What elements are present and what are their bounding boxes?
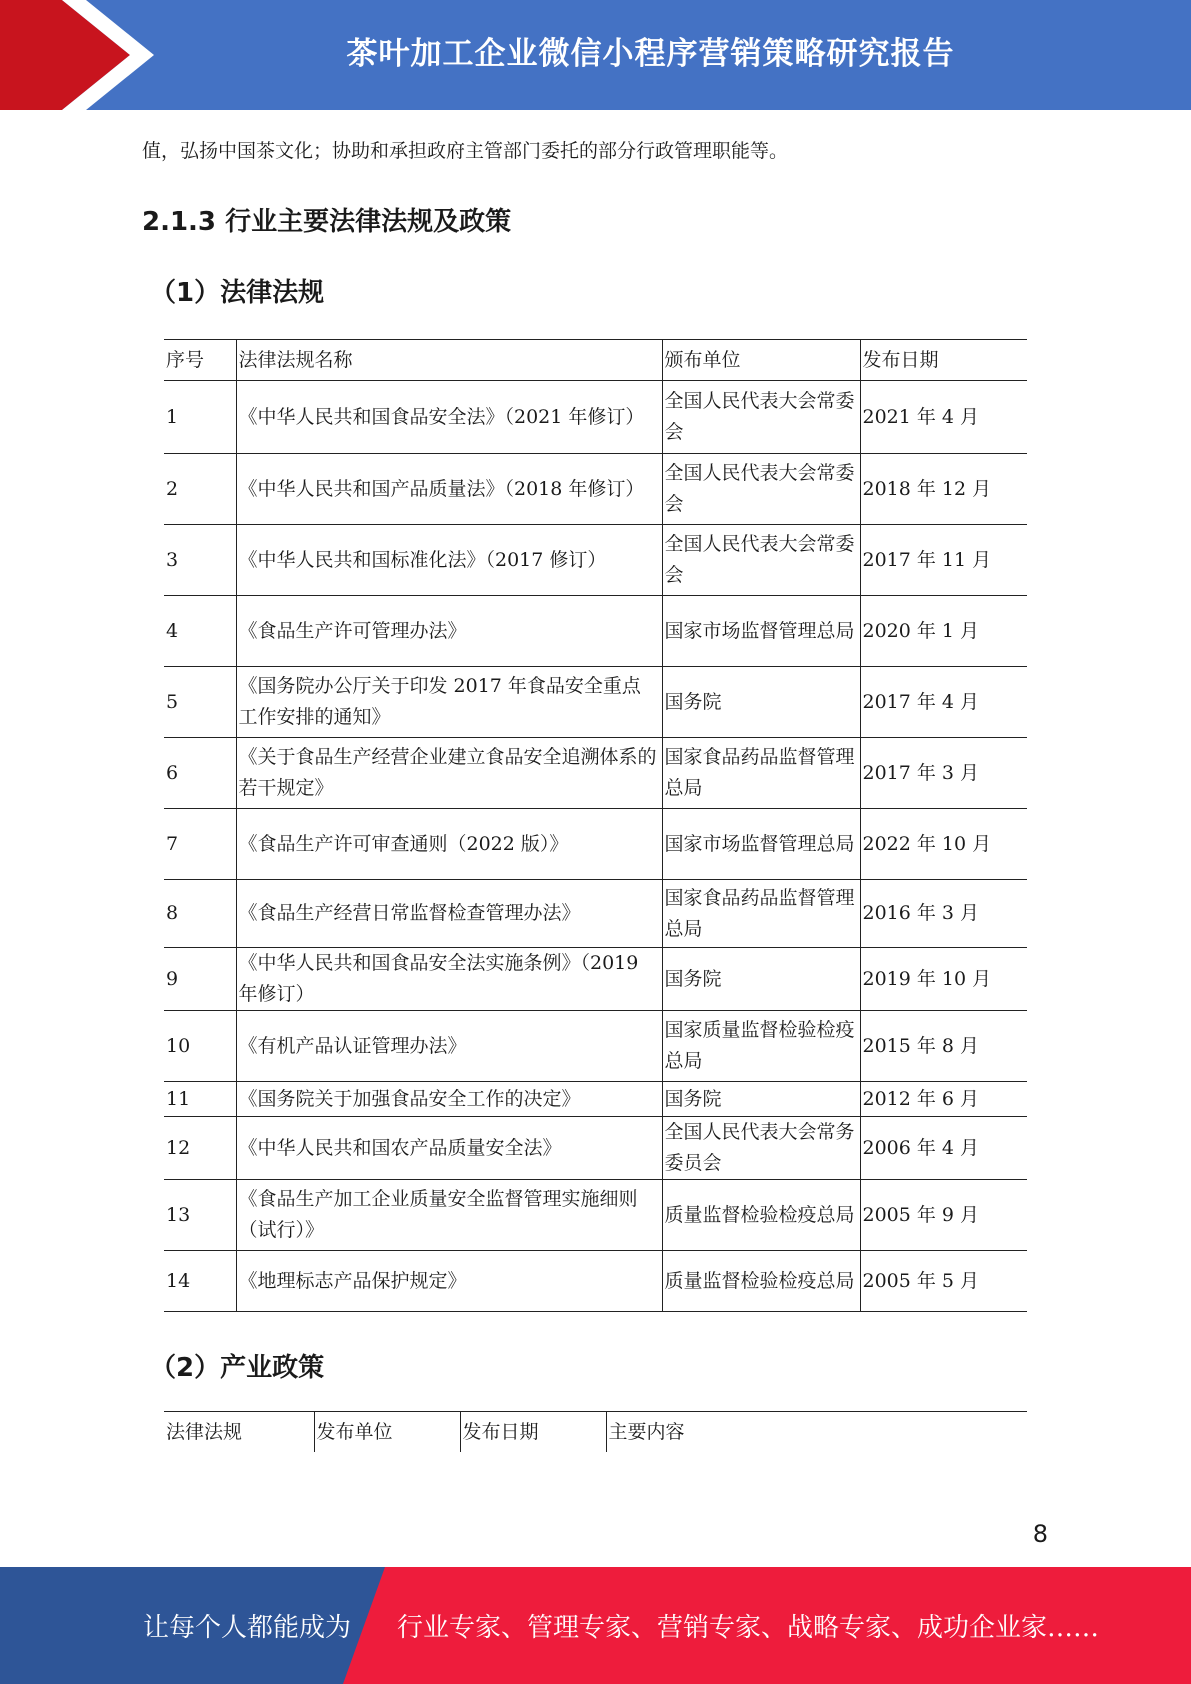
row-no: 14 [164,1251,236,1312]
row-unit: 国家食品药品监督管理总局 [662,738,860,809]
row-unit: 国务院 [662,1082,860,1117]
table-row [164,1251,1027,1312]
col-header-name: 法律法规名称 [236,340,662,381]
row-date: 2015 年 8 月 [860,1011,1027,1082]
col-header-date: 发布日期 [860,340,1027,381]
row-no: 5 [164,667,236,738]
row-no: 8 [164,880,236,948]
policy-heading: （2）产业政策 [150,1353,325,1383]
table-row [164,454,1027,525]
row-no: 12 [164,1117,236,1180]
row-name: 《食品生产加工企业质量安全监督管理实施细则（试行）》 [236,1180,662,1251]
table-row [164,880,1027,948]
row-name: 《中华人民共和国农产品质量安全法》 [236,1117,662,1180]
footer-slogan-right: 行业专家、管理专家、营销专家、战略专家、成功企业家…… [397,1613,1100,1643]
row-date: 2017 年 3 月 [860,738,1027,809]
row-unit: 国家市场监督管理总局 [662,596,860,667]
row-unit: 国家质量监督检验检疫总局 [662,1011,860,1082]
table-row [164,809,1027,880]
row-name: 《地理标志产品保护规定》 [236,1251,662,1312]
row-unit: 国务院 [662,667,860,738]
row-no: 4 [164,596,236,667]
table-row [164,596,1027,667]
laws-table [164,339,1027,1312]
table-row [164,1117,1027,1180]
col-header-unit: 颁布单位 [662,340,860,381]
table-row [164,738,1027,809]
row-unit: 质量监督检验检疫总局 [662,1180,860,1251]
row-name: 《食品生产许可审查通则（2022 版）》 [236,809,662,880]
row-date: 2012 年 6 月 [860,1082,1027,1117]
row-name: 《中华人民共和国产品质量法》（2018 年修订） [236,454,662,525]
policy-table-header [164,1412,1027,1453]
row-unit: 全国人民代表大会常委会 [662,525,860,596]
row-unit: 全国人民代表大会常委会 [662,381,860,454]
report-title: 茶叶加工企业微信小程序营销策略研究报告 [346,35,955,72]
row-name: 《国务院关于加强食品安全工作的决定》 [236,1082,662,1117]
row-unit: 全国人民代表大会常委会 [662,454,860,525]
row-no: 2 [164,454,236,525]
row-unit: 国家市场监督管理总局 [662,809,860,880]
row-unit: 国家食品药品监督管理总局 [662,880,860,948]
row-no: 7 [164,809,236,880]
row-date: 2020 年 1 月 [860,596,1027,667]
row-name: 《关于食品生产经营企业建立食品安全追溯体系的若干规定》 [236,738,662,809]
row-date: 2022 年 10 月 [860,809,1027,880]
page-number: 8 [1032,1520,1048,1548]
row-date: 2017 年 11 月 [860,525,1027,596]
row-unit: 国务院 [662,948,860,1011]
row-name: 《中华人民共和国标准化法》（2017 修订） [236,525,662,596]
row-name: 《食品生产经营日常监督检查管理办法》 [236,880,662,948]
col-header-content: 主要内容 [606,1412,1027,1453]
table-row [164,1011,1027,1082]
table-row [164,1082,1027,1117]
table-row [164,381,1027,454]
intro-paragraph: 值，弘扬中国茶文化；协助和承担政府主管部门委托的部分行政管理职能等。 [142,140,789,162]
col-header-no: 序号 [164,340,236,381]
page-header [0,0,1191,110]
table-row [164,667,1027,738]
row-date: 2019 年 10 月 [860,948,1027,1011]
row-no: 11 [164,1082,236,1117]
row-date: 2016 年 3 月 [860,880,1027,948]
row-name: 《中华人民共和国食品安全法》（2021 年修订） [236,381,662,454]
table-row [164,525,1027,596]
col-header-date: 发布日期 [460,1412,606,1453]
row-no: 1 [164,381,236,454]
row-date: 2005 年 9 月 [860,1180,1027,1251]
page-footer [0,1567,1191,1684]
section-heading: 2.1.3 行业主要法律法规及政策 [142,207,512,237]
row-no: 13 [164,1180,236,1251]
row-unit: 质量监督检验检疫总局 [662,1251,860,1312]
row-date: 2018 年 12 月 [860,454,1027,525]
laws-table-header [164,340,1027,381]
row-no: 6 [164,738,236,809]
row-name: 《有机产品认证管理办法》 [236,1011,662,1082]
policy-table [164,1411,1027,1452]
row-no: 3 [164,525,236,596]
table-row [164,1180,1027,1251]
row-no: 10 [164,1011,236,1082]
row-date: 2017 年 4 月 [860,667,1027,738]
row-name: 《食品生产许可管理办法》 [236,596,662,667]
row-date: 2005 年 5 月 [860,1251,1027,1312]
table-row [164,948,1027,1011]
row-no: 9 [164,948,236,1011]
laws-heading: （1）法律法规 [150,278,325,308]
col-header-unit: 发布单位 [314,1412,460,1453]
col-header-law: 法律法规 [164,1412,314,1453]
row-unit: 全国人民代表大会常务委员会 [662,1117,860,1180]
row-name: 《中华人民共和国食品安全法实施条例》（2019 年修订） [236,948,662,1011]
row-name: 《国务院办公厅关于印发 2017 年食品安全重点工作安排的通知》 [236,667,662,738]
row-date: 2006 年 4 月 [860,1117,1027,1180]
row-date: 2021 年 4 月 [860,381,1027,454]
footer-slogan-left: 让每个人都能成为 [143,1613,352,1643]
